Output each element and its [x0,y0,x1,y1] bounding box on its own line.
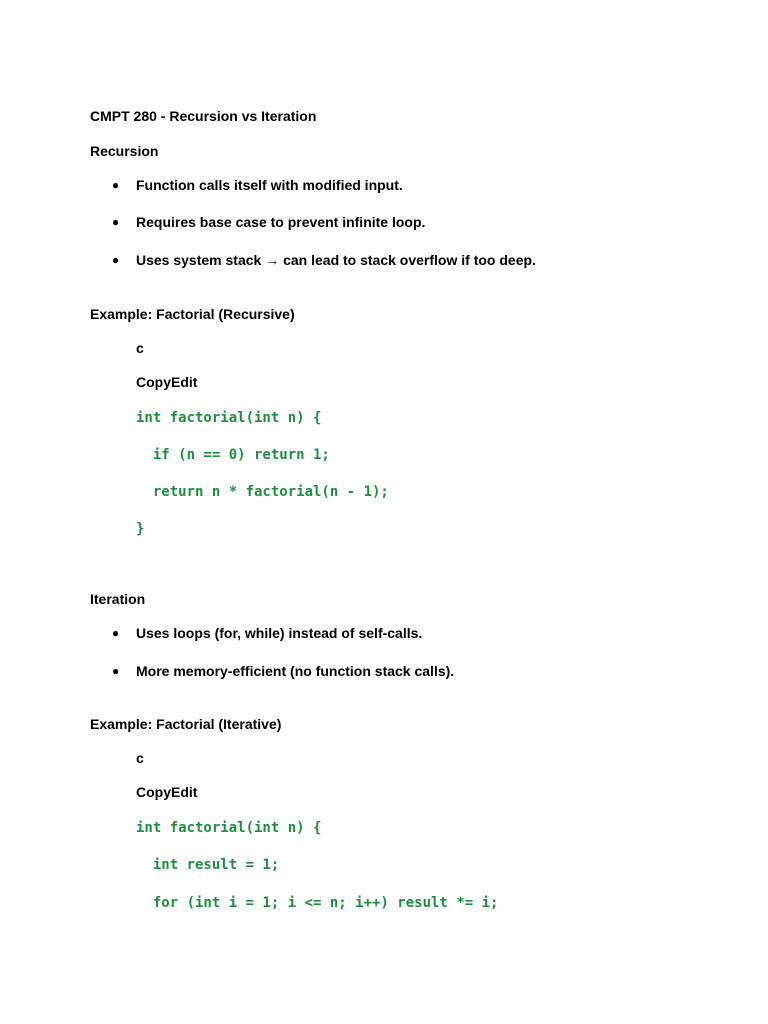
bullet-icon: ● [112,664,120,678]
code-line: return n * factorial(n - 1); [136,484,389,500]
iteration-heading: Iteration [90,591,146,607]
code-language-label: c [136,340,144,356]
recursion-example-heading: Example: Factorial (Recursive) [90,306,295,322]
code-language-label: c [136,750,144,766]
code-line: for (int i = 1; i <= n; i++) result *= i; [136,895,499,911]
recursion-heading: Recursion [90,143,159,159]
document-title: CMPT 280 - Recursion vs Iteration [90,108,317,124]
bullet-icon: ● [112,215,120,229]
iteration-bullet: Uses loops (for, while) instead of self-calls. [136,625,423,641]
code-line: int factorial(int n) { [136,410,322,426]
copy-edit-button[interactable]: CopyEdit [136,374,198,390]
bullet-icon: ● [112,253,120,267]
iteration-bullet: More memory-efficient (no function stack calls). [136,663,455,679]
recursion-bullet: Requires base case to prevent infinite loop. [136,214,426,230]
code-line: int factorial(int n) { [136,820,322,836]
bullet-icon: ● [112,178,120,192]
iteration-example-heading: Example: Factorial (Iterative) [90,716,282,732]
copy-edit-button[interactable]: CopyEdit [136,784,198,800]
code-line: int result = 1; [136,857,280,873]
recursion-bullet: Uses system stack → can lead to stack overflow if too deep. [136,252,536,268]
code-line: } [136,521,145,537]
recursion-bullet: Function calls itself with modified input. [136,177,403,193]
code-line: if (n == 0) return 1; [136,447,330,463]
bullet-icon: ● [112,626,120,640]
